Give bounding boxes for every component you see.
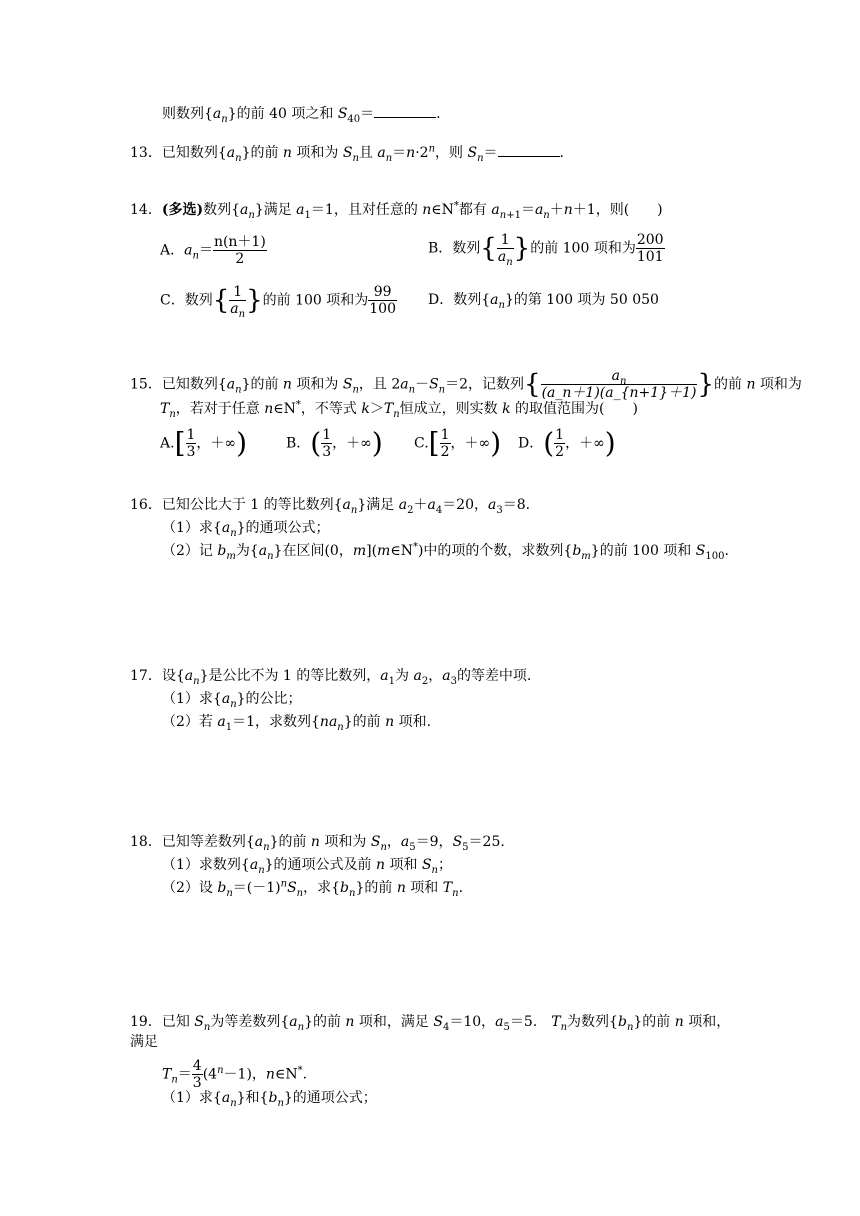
q15-option-c: C.[ $\frac{1}{2}$ ，＋∞) bbox=[414, 426, 502, 460]
q15-option-a: A.[ $\frac{1}{3}$ ，＋∞) bbox=[160, 426, 248, 460]
q18-part-1: （1）求数列$\{a_n\}$的通项公式及前 n 项和 $S_n$； bbox=[162, 857, 452, 876]
question-14: 14．(多选)数列$\{a_n\}$满足 $a_1=1$，且对任意的 n∈N*都有 $a_{n+1}=a_n+n+1$，则( ) bbox=[130, 200, 663, 221]
q14-option-c: C．数列{ $\frac{1}{a_n}$ }的前 100 项和为 $\frac{99}{100}$ bbox=[160, 284, 396, 320]
q15-option-d: D．( $\frac{1}{2}$ ，＋∞) bbox=[518, 426, 616, 460]
question-18: 18．已知等差数列$\{a_n\}$的前 n 项和为 $S_n$，$a_5=9$，$S_5=25$. bbox=[130, 834, 505, 853]
q14-option-b: B．数列{ $\frac{1}{a_n}$ }的前 100 项和为 $\frac{200}{101}$ bbox=[428, 232, 664, 268]
q19-wrap: 满足 bbox=[130, 1034, 158, 1050]
q17-part-2: （2）若 $a_1=1$，求数列$\{na_n\}$的前 n 项和. bbox=[162, 714, 432, 733]
question-17: 17．设$\{a_n\}$是公比不为 1 的等比数列，$a_1$为 $a_2$，$a_3$的等差中项. bbox=[130, 668, 532, 687]
answer-blank bbox=[374, 105, 436, 118]
q15-option-b: B．( $\frac{1}{3}$ ，＋∞) bbox=[286, 426, 383, 460]
question-15: 15．已知数列$\{a_n\}$的前 n 项和为 $S_n$，且 $2a_n-S_n=2$，记数列{ $\frac{a_n}{(a\_n+1)(a\_\{n+1\}+1)}$ }的前 n 项和为 bbox=[130, 368, 802, 401]
question-13: 13．已知数列$\{a_n\}$的前 n 项和为 $S_n$且 $a_n=n\cdot 2^n$，则 $S_n=$ . bbox=[130, 143, 564, 164]
q19-part-1: （1）求$\{a_n\}$和$\{b_n\}$的通项公式； bbox=[162, 1090, 377, 1109]
q17-part-1: （1）求$\{a_n\}$的公比； bbox=[162, 691, 302, 710]
question-15-line2: $T_n$，若对于任意 n∈N*，不等式 $k>T_n$恒成立，则实数 k 的取值范围为( ) bbox=[160, 399, 638, 420]
q18-part-2: （2）设 $b_n=(-1)^nS_n$，求$\{b_n\}$的前 n 项和 $T_n$. bbox=[162, 878, 464, 899]
answer-blank bbox=[498, 144, 560, 157]
question-19: 19．已知 $S_n$为等差数列$\{a_n\}$的前 n 项和，满足 $S_4=10$，$a_5=5$. $T_n$为数列$\{b_n\}$的前 n 项和， bbox=[130, 1014, 731, 1033]
q15-fraction-denominator: (a_n＋1)(a_{n+1}＋1) bbox=[541, 385, 697, 401]
question-16: 16．已知公比大于 1 的等比数列$\{a_n\}$满足 $a_2+a_4=20$，$a_3=8$. bbox=[130, 497, 531, 516]
q16-part-2: （2）记 $b_m$为$\{a_n\}$在区间(0，m](m∈N*)中的项的个数，求数列$\{b_m\}$的前 100 项和 $S_{100}$. bbox=[162, 541, 729, 562]
q16-part-1: （1）求$\{a_n\}$的通项公式； bbox=[162, 520, 330, 539]
q19-formula: $T_n=$ $\frac{4}{3}$ $(4^n-1)$，n∈N*. bbox=[162, 1058, 308, 1091]
q12-tail-line: 则数列$\{a_n\}$的前 40 项之和 $S_{40}=$ . bbox=[162, 106, 441, 125]
q14-option-d: D．数列$\{a_n\}$的第 100 项为 50 050 bbox=[428, 292, 659, 311]
q14-option-a: A．$a_n=$ $\frac{n(n+1)}{2}$ bbox=[160, 234, 266, 267]
